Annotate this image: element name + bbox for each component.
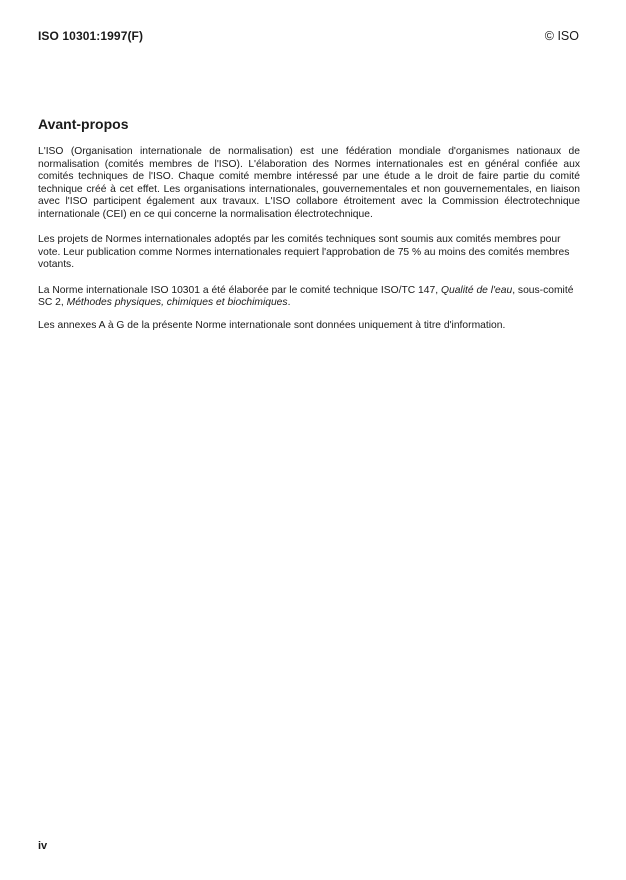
section-title: Avant-propos	[38, 116, 129, 132]
committee-text-2: , sous-comité SC 2,	[38, 284, 574, 309]
paragraph-voting: Les projets de Normes internationales adoptés par les comités techniques sont soumis aux comités membres pour vote. Leur publication comme Normes internationales requiert l'approbation de 75 % au moins des comités membres votants.	[38, 234, 570, 271]
paragraph-iso-intro: L'ISO (Organisation internationale de normalisation) est une fédération mondiale d'organismes nationaux de normalisation (comités membres de l'ISO). L'élaboration des Normes internationales est en général confiée aux comités techniques de l'ISO. Chaque comité membre intéressé par une étude a le droit de faire partie du comité technique créé à cet effet. Les organisations internationales, gouvernementales et non gouvernementales, en liaison avec l'ISO participent également aux travaux. L'ISO collabore étroitement avec la Commission électrotechnique internationale (CEI) en ce qui concerne la normalisation électrotechnique.	[38, 146, 580, 220]
paragraph-annexes: Les annexes A à G de la présente Norme internationale sont données uniquement à titre d'information.	[38, 319, 506, 331]
document-identifier: ISO 10301:1997(F)	[38, 29, 144, 43]
committee-name-italic: Qualité de l'eau	[440, 284, 513, 296]
subcommittee-name-italic: Méthodes physiques, chimiques et biochimiques	[66, 297, 288, 309]
committee-text-end: .	[287, 297, 291, 309]
committee-text-1: La Norme internationale ISO 10301 a été élaborée par le comité technique ISO/TC 147,	[38, 284, 441, 296]
foreword-body	[38, 146, 580, 345]
page-number: iv	[38, 840, 48, 852]
copyright-notice: © ISO	[544, 29, 579, 43]
paragraph-committee	[38, 285, 580, 310]
